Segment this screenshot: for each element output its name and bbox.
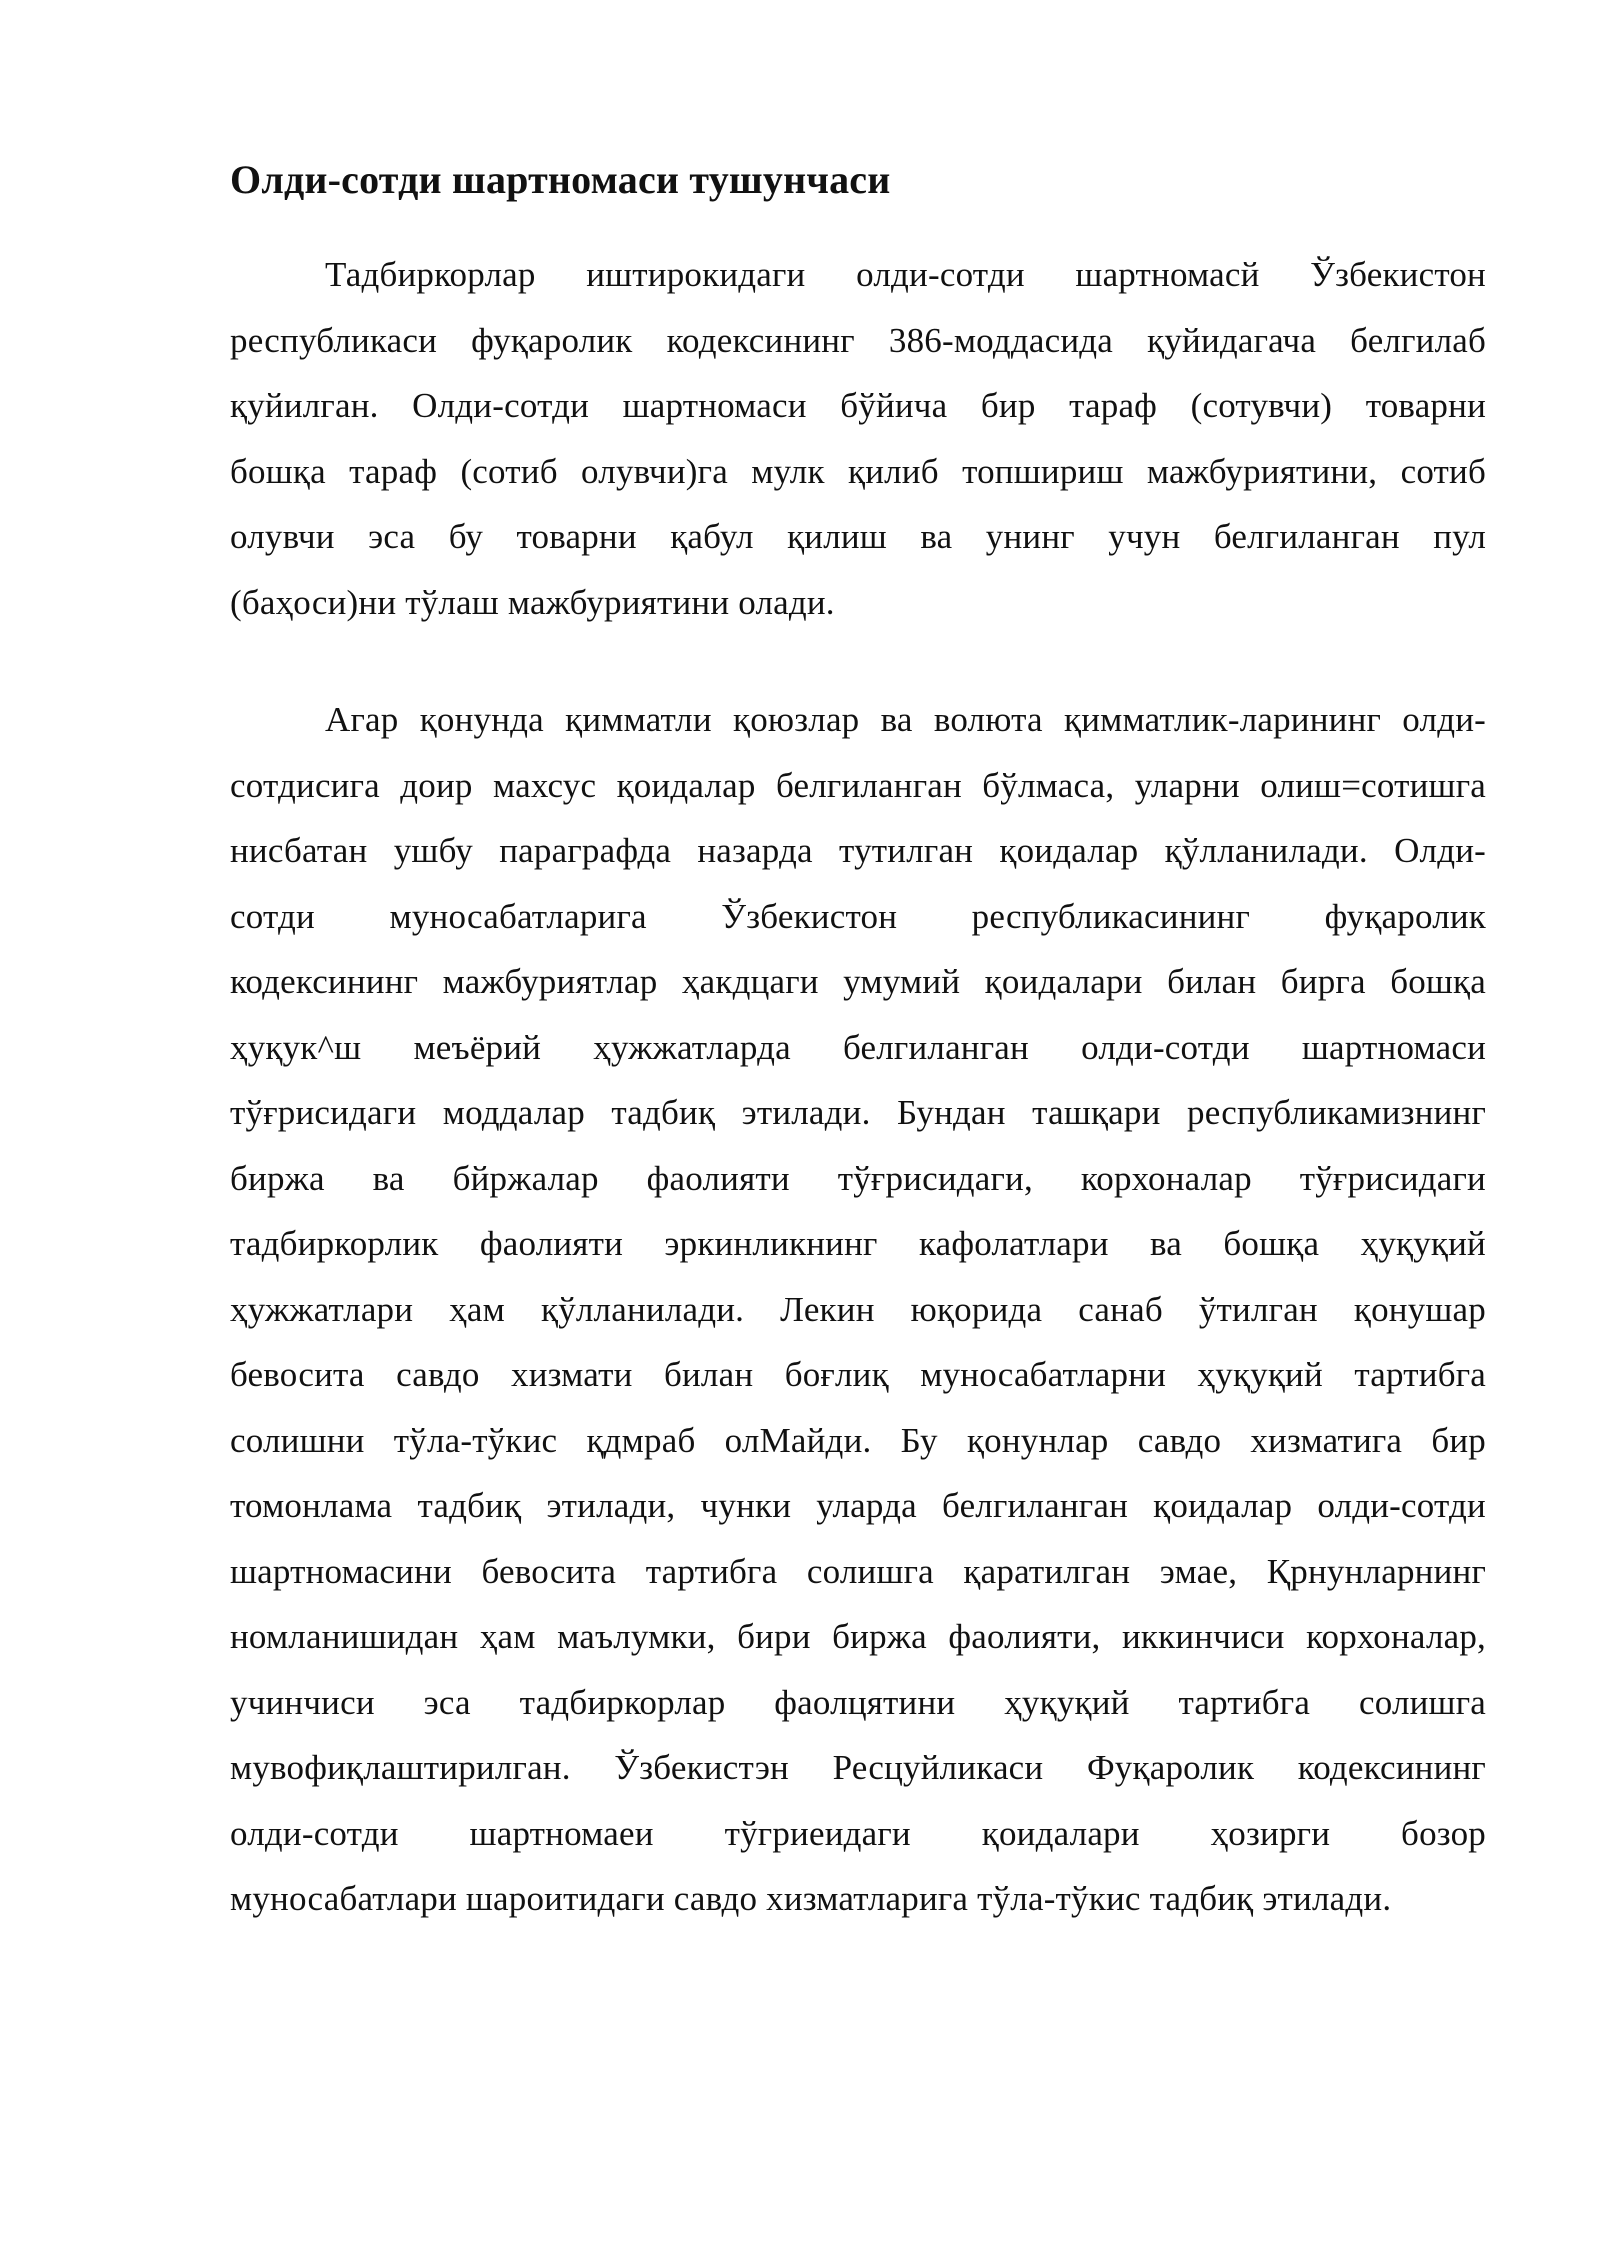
paragraph-line: (баҳоси)ни тўлаш мажбуриятини олади.	[230, 582, 835, 622]
paragraph-line: Агар қонунда қимматли қоюзлар ва волюта қимматлик-ларининг олди-	[325, 700, 1486, 739]
document-title: Олди-сотди шартномаси тушунчаси	[230, 157, 891, 202]
paragraph-line: олувчи эса бу товарни қабул қилиш ва унинг учун белгиланган пул	[230, 517, 1486, 556]
paragraph-1	[230, 242, 1486, 635]
paragraph-line: номланишидан ҳам маълумки, бири биржа фаолияти, иккинчиси корхоналар,	[230, 1617, 1486, 1656]
paragraph-line: бевосита савдо хизмати билан боғлиқ муносабатларни ҳуқуқий тартибга	[230, 1355, 1486, 1394]
paragraph-line: сотди муносабатларига Ўзбекистон республикасининг фуқаролик	[230, 896, 1486, 936]
paragraph-line: учинчиси эса тадбиркорлар фаолцятини ҳуқуқий тартибга солишга	[230, 1682, 1486, 1722]
document-body	[230, 150, 1486, 1932]
paragraph-line: республикаси фуқаролик кодексининг 386-моддасида қуйидагача белгилаб	[230, 320, 1486, 360]
paragraph-line: қуйилган. Олди-сотди шартномаси бўйича бир тараф (сотувчи) товарни	[230, 386, 1486, 425]
paragraph-line: ҳуқук^ш меъёрий ҳужжатларда белгиланган олди-сотди шартномаси	[230, 1027, 1486, 1067]
paragraph-line: ҳужжатлари ҳам қўлланилади. Лекин юқорида санаб ўтилган қонушар	[230, 1289, 1486, 1329]
paragraph-line: Тадбиркорлар иштирокидаги олди-сотди шартномасй Ўзбекистон	[325, 255, 1486, 294]
paragraph-line: биржа ва бйржалар фаолияти тўғрисидаги, корхоналар тўғрисидаги	[230, 1158, 1486, 1198]
paragraph-line: тадбиркорлик фаолияти эркинликнинг кафолатлари ва бошқа ҳуқуқий	[230, 1224, 1486, 1263]
paragraph-line: нисбатан ушбу параграфда назарда тутилган қоидалар қўлланилади. Олди-	[230, 831, 1486, 870]
paragraph-line: кодексининг мажбуриятлар ҳакдцаги умумий қоидалари билан бирга бошқа	[230, 962, 1486, 1001]
paragraph-line: солишни тўла-тўкис қдмраб олМайди. Бу қонунлар савдо хизматига бир	[230, 1420, 1486, 1460]
paragraph-line: олди-сотди шартномаеи тўгриеидаги қоидалари ҳозирги бозор	[230, 1813, 1486, 1853]
paragraph-line: шартномасини бевосита тартибга солишга қаратилган эмае, Қрнунларнинг	[230, 1551, 1486, 1591]
paragraph-line: сотдисига доир махсус қоидалар белгиланган бўлмаса, уларни олиш=сотишга	[230, 765, 1486, 805]
paragraph-line: мувофиқлаштирилган. Ўзбекистэн Ресцуйликаси Фуқаролик кодексининг	[230, 1748, 1486, 1787]
paragraph-line: тўғрисидаги моддалар тадбиқ этилади. Бундан ташқари республикамизнинг	[230, 1093, 1486, 1132]
paragraph-line: томонлама тадбиқ этилади, чунки уларда белгиланган қоидалар олди-сотди	[230, 1486, 1486, 1525]
paragraph-line: бошқа тараф (сотиб олувчи)га мулк қилиб топшириш мажбуриятини, сотиб	[230, 451, 1486, 491]
paragraph-2	[230, 687, 1486, 1932]
paragraph-line: муносабатлари шароитидаги савдо хизматларига тўла-тўкис тадбиқ этилади.	[230, 1879, 1392, 1918]
